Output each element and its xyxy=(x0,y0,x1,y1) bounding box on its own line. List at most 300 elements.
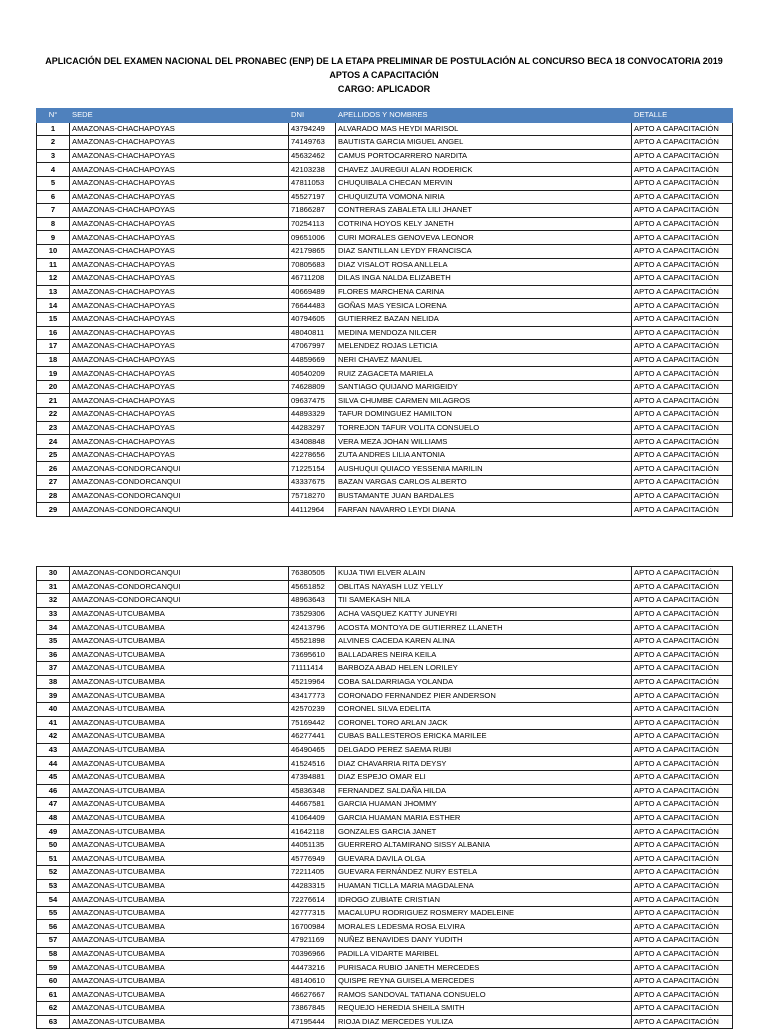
cell-sede: AMAZONAS-UTCUBAMBA xyxy=(70,906,289,920)
cell-numero: 19 xyxy=(37,367,70,381)
table-row xyxy=(37,920,733,934)
cell-nombres: DELGADO PEREZ SAEMA RUBI xyxy=(336,743,632,757)
cell-nombres: GARCIA HUAMAN MARIA ESTHER xyxy=(336,811,632,825)
cell-dni: 71225154 xyxy=(289,462,336,476)
cell-sede: AMAZONAS-CHACHAPOYAS xyxy=(70,231,289,245)
table-row xyxy=(37,394,733,408)
table-row xyxy=(37,285,733,299)
cell-numero: 50 xyxy=(37,838,70,852)
cell-numero: 53 xyxy=(37,879,70,893)
column-header-dni: DNI xyxy=(289,109,336,123)
cell-sede: AMAZONAS-UTCUBAMBA xyxy=(70,648,289,662)
cell-detalle: APTO A CAPACITACIÓN xyxy=(632,988,733,1002)
cell-dni: 43417773 xyxy=(289,689,336,703)
cell-numero: 5 xyxy=(37,176,70,190)
cell-nombres: FARFAN NAVARRO LEYDI DIANA xyxy=(336,503,632,517)
table-row xyxy=(37,675,733,689)
cell-nombres: REQUEJO HEREDIA SHEILA SMITH xyxy=(336,1002,632,1016)
cell-detalle: APTO A CAPACITACIÓN xyxy=(632,448,733,462)
cell-detalle: APTO A CAPACITACIÓN xyxy=(632,312,733,326)
cell-sede: AMAZONAS-CHACHAPOYAS xyxy=(70,435,289,449)
cell-sede: AMAZONAS-UTCUBAMBA xyxy=(70,784,289,798)
table-row xyxy=(37,176,733,190)
cell-detalle: APTO A CAPACITACIÓN xyxy=(632,580,733,594)
cell-numero: 56 xyxy=(37,920,70,934)
cell-numero: 14 xyxy=(37,299,70,313)
cell-detalle: APTO A CAPACITACIÓN xyxy=(632,784,733,798)
cell-detalle: APTO A CAPACITACIÓN xyxy=(632,258,733,272)
cell-nombres: FLORES MARCHENA CARINA xyxy=(336,285,632,299)
cell-nombres: BAUTISTA GARCIA MIGUEL ANGEL xyxy=(336,136,632,150)
cell-detalle: APTO A CAPACITACIÓN xyxy=(632,176,733,190)
cell-dni: 41642118 xyxy=(289,825,336,839)
cell-numero: 31 xyxy=(37,580,70,594)
cell-nombres: CAMUS PORTOCARRERO NARDITA xyxy=(336,149,632,163)
cell-nombres: RUIZ ZAGACETA MARIELA xyxy=(336,367,632,381)
table-row xyxy=(37,244,733,258)
cell-dni: 48963643 xyxy=(289,594,336,608)
cell-numero: 36 xyxy=(37,648,70,662)
table-row xyxy=(37,934,733,948)
cell-sede: AMAZONAS-CHACHAPOYAS xyxy=(70,204,289,218)
cell-detalle: APTO A CAPACITACIÓN xyxy=(632,272,733,286)
table-row xyxy=(37,122,733,136)
cell-detalle: APTO A CAPACITACIÓN xyxy=(632,567,733,581)
table-row xyxy=(37,163,733,177)
cell-detalle: APTO A CAPACITACIÓN xyxy=(632,503,733,517)
cell-numero: 23 xyxy=(37,421,70,435)
cell-nombres: RIOJA DIAZ MERCEDES YULIZA xyxy=(336,1015,632,1029)
cell-detalle: APTO A CAPACITACIÓN xyxy=(632,190,733,204)
cell-dni: 46627667 xyxy=(289,988,336,1002)
cell-nombres: MACALUPU RODRIGUEZ ROSMERY MADELEINE xyxy=(336,906,632,920)
cell-detalle: APTO A CAPACITACIÓN xyxy=(632,285,733,299)
cell-sede: AMAZONAS-CONDORCANQUI xyxy=(70,580,289,594)
cell-numero: 30 xyxy=(37,567,70,581)
cell-nombres: DIAZ SANTILLAN LEYDY FRANCISCA xyxy=(336,244,632,258)
cell-sede: AMAZONAS-UTCUBAMBA xyxy=(70,879,289,893)
cell-nombres: PADILLA VIDARTE MARIBEL xyxy=(336,947,632,961)
cell-nombres: GUERRERO ALTAMIRANO SISSY ALBANIA xyxy=(336,838,632,852)
cell-sede: AMAZONAS-CONDORCANQUI xyxy=(70,594,289,608)
cell-numero: 51 xyxy=(37,852,70,866)
table-row xyxy=(37,702,733,716)
cell-sede: AMAZONAS-UTCUBAMBA xyxy=(70,852,289,866)
cell-detalle: APTO A CAPACITACIÓN xyxy=(632,974,733,988)
cell-numero: 61 xyxy=(37,988,70,1002)
table-row xyxy=(37,149,733,163)
cell-numero: 44 xyxy=(37,757,70,771)
cell-dni: 42179865 xyxy=(289,244,336,258)
cell-nombres: SANTIAGO QUIJANO MARIGEIDY xyxy=(336,380,632,394)
cell-numero: 57 xyxy=(37,934,70,948)
table-row xyxy=(37,231,733,245)
cell-detalle: APTO A CAPACITACIÓN xyxy=(632,906,733,920)
cell-detalle: APTO A CAPACITACIÓN xyxy=(632,244,733,258)
cell-nombres: ZUTA ANDRES LILIA ANTONIA xyxy=(336,448,632,462)
table-row xyxy=(37,476,733,490)
table-row xyxy=(37,634,733,648)
document-header xyxy=(0,54,768,96)
cell-numero: 33 xyxy=(37,607,70,621)
cell-numero: 34 xyxy=(37,621,70,635)
cell-sede: AMAZONAS-UTCUBAMBA xyxy=(70,634,289,648)
cell-numero: 41 xyxy=(37,716,70,730)
cell-numero: 13 xyxy=(37,285,70,299)
cell-detalle: APTO A CAPACITACIÓN xyxy=(632,662,733,676)
cell-detalle: APTO A CAPACITACIÓN xyxy=(632,730,733,744)
cell-nombres: KUJA TIWI ELVER ALAIN xyxy=(336,567,632,581)
cell-numero: 54 xyxy=(37,893,70,907)
cell-dni: 43337675 xyxy=(289,476,336,490)
cell-sede: AMAZONAS-UTCUBAMBA xyxy=(70,702,289,716)
table-row xyxy=(37,798,733,812)
document-title: APLICACIÓN DEL EXAMEN NACIONAL DEL PRONABEC (ENP) DE LA ETAPA PRELIMINAR DE POSTULACIÓN AL CONCURSO BECA 18 CONVOCATORIA 2019 xyxy=(45,56,723,66)
cell-numero: 58 xyxy=(37,947,70,961)
cell-sede: AMAZONAS-UTCUBAMBA xyxy=(70,947,289,961)
cell-sede: AMAZONAS-UTCUBAMBA xyxy=(70,825,289,839)
cell-sede: AMAZONAS-CHACHAPOYAS xyxy=(70,408,289,422)
cell-numero: 16 xyxy=(37,326,70,340)
cell-detalle: APTO A CAPACITACIÓN xyxy=(632,421,733,435)
cell-detalle: APTO A CAPACITACIÓN xyxy=(632,435,733,449)
cell-numero: 46 xyxy=(37,784,70,798)
cell-numero: 60 xyxy=(37,974,70,988)
cell-nombres: COBA SALDARRIAGA YOLANDA xyxy=(336,675,632,689)
cell-nombres: DIAZ VISALOT ROSA ANLLELA xyxy=(336,258,632,272)
cell-numero: 15 xyxy=(37,312,70,326)
cell-nombres: TORREJON TAFUR VOLITA CONSUELO xyxy=(336,421,632,435)
table-row xyxy=(37,136,733,150)
table-row xyxy=(37,580,733,594)
cell-sede: AMAZONAS-UTCUBAMBA xyxy=(70,838,289,852)
cell-sede: AMAZONAS-CHACHAPOYAS xyxy=(70,326,289,340)
cell-numero: 8 xyxy=(37,217,70,231)
cell-dni: 47394881 xyxy=(289,770,336,784)
cell-numero: 21 xyxy=(37,394,70,408)
cell-numero: 27 xyxy=(37,476,70,490)
cell-dni: 42413796 xyxy=(289,621,336,635)
cell-dni: 70805683 xyxy=(289,258,336,272)
table-row xyxy=(37,489,733,503)
cell-dni: 74628809 xyxy=(289,380,336,394)
cell-dni: 45632462 xyxy=(289,149,336,163)
cell-numero: 26 xyxy=(37,462,70,476)
table-row xyxy=(37,893,733,907)
table-row xyxy=(37,340,733,354)
cell-sede: AMAZONAS-CHACHAPOYAS xyxy=(70,285,289,299)
aptos-table-part-2 xyxy=(36,566,733,1029)
cell-dni: 44667581 xyxy=(289,798,336,812)
cell-dni: 44283297 xyxy=(289,421,336,435)
cell-sede: AMAZONAS-CHACHAPOYAS xyxy=(70,299,289,313)
cell-dni: 72211405 xyxy=(289,866,336,880)
cell-dni: 42278656 xyxy=(289,448,336,462)
cell-nombres: QUISPE REYNA GUISELA MERCEDES xyxy=(336,974,632,988)
table-row xyxy=(37,567,733,581)
cell-nombres: GUEVARA FERNÁNDEZ NURY ESTELA xyxy=(336,866,632,880)
cell-sede: AMAZONAS-CHACHAPOYAS xyxy=(70,448,289,462)
table-row xyxy=(37,299,733,313)
cell-numero: 9 xyxy=(37,231,70,245)
table-row xyxy=(37,621,733,635)
cell-numero: 32 xyxy=(37,594,70,608)
cell-numero: 49 xyxy=(37,825,70,839)
table-row xyxy=(37,838,733,852)
cell-numero: 63 xyxy=(37,1015,70,1029)
cell-nombres: GOÑAS MAS YESICA LORENA xyxy=(336,299,632,313)
cell-detalle: APTO A CAPACITACIÓN xyxy=(632,866,733,880)
cell-sede: AMAZONAS-UTCUBAMBA xyxy=(70,621,289,635)
cell-detalle: APTO A CAPACITACIÓN xyxy=(632,689,733,703)
cell-numero: 3 xyxy=(37,149,70,163)
cell-sede: AMAZONAS-CHACHAPOYAS xyxy=(70,258,289,272)
table-row xyxy=(37,866,733,880)
cell-dni: 45651852 xyxy=(289,580,336,594)
cell-detalle: APTO A CAPACITACIÓN xyxy=(632,920,733,934)
cell-detalle: APTO A CAPACITACIÓN xyxy=(632,204,733,218)
cell-dni: 70396966 xyxy=(289,947,336,961)
cell-nombres: CHUQUIZUTA VOMONA NIRIA xyxy=(336,190,632,204)
cell-dni: 42570239 xyxy=(289,702,336,716)
cell-dni: 76644483 xyxy=(289,299,336,313)
table-row xyxy=(37,353,733,367)
cell-sede: AMAZONAS-CONDORCANQUI xyxy=(70,503,289,517)
cell-nombres: BARBOZA ABAD HELEN LORILEY xyxy=(336,662,632,676)
cell-numero: 2 xyxy=(37,136,70,150)
cell-dni: 45521898 xyxy=(289,634,336,648)
cell-dni: 73867845 xyxy=(289,1002,336,1016)
cell-nombres: AUSHUQUI QUIACO YESSENIA MARILIN xyxy=(336,462,632,476)
cell-sede: AMAZONAS-UTCUBAMBA xyxy=(70,675,289,689)
cell-nombres: ACHA VASQUEZ KATTY JUNEYRI xyxy=(336,607,632,621)
cell-dni: 45219964 xyxy=(289,675,336,689)
cell-dni: 42777315 xyxy=(289,906,336,920)
cell-sede: AMAZONAS-CHACHAPOYAS xyxy=(70,136,289,150)
cell-sede: AMAZONAS-CONDORCANQUI xyxy=(70,476,289,490)
cell-detalle: APTO A CAPACITACIÓN xyxy=(632,838,733,852)
table-row xyxy=(37,204,733,218)
column-header-nombres: APELLIDOS Y NOMBRES xyxy=(336,109,632,123)
table-row xyxy=(37,648,733,662)
table-row xyxy=(37,947,733,961)
cell-dni: 44893329 xyxy=(289,408,336,422)
cell-nombres: NUÑEZ BENAVIDES DANY YUDITH xyxy=(336,934,632,948)
cell-dni: 46490465 xyxy=(289,743,336,757)
cell-numero: 24 xyxy=(37,435,70,449)
cell-dni: 43794249 xyxy=(289,122,336,136)
cell-dni: 75718270 xyxy=(289,489,336,503)
cell-detalle: APTO A CAPACITACIÓN xyxy=(632,380,733,394)
cell-numero: 59 xyxy=(37,961,70,975)
cell-nombres: MELENDEZ ROJAS LETICIA xyxy=(336,340,632,354)
cell-sede: AMAZONAS-UTCUBAMBA xyxy=(70,716,289,730)
cell-sede: AMAZONAS-UTCUBAMBA xyxy=(70,974,289,988)
cell-nombres: SILVA CHUMBE CARMEN MILAGROS xyxy=(336,394,632,408)
cell-sede: AMAZONAS-UTCUBAMBA xyxy=(70,607,289,621)
cell-numero: 47 xyxy=(37,798,70,812)
cell-nombres: CHUQUIBALA CHECAN MERVIN xyxy=(336,176,632,190)
cell-nombres: CUBAS BALLESTEROS ERICKA MARILEE xyxy=(336,730,632,744)
cell-dni: 45836348 xyxy=(289,784,336,798)
table-row xyxy=(37,408,733,422)
cell-dni: 45527197 xyxy=(289,190,336,204)
cell-detalle: APTO A CAPACITACIÓN xyxy=(632,675,733,689)
table-row xyxy=(37,961,733,975)
cell-dni: 40540209 xyxy=(289,367,336,381)
table-row xyxy=(37,988,733,1002)
column-header-detalle: DETALLE xyxy=(632,109,733,123)
cell-numero: 55 xyxy=(37,906,70,920)
cell-sede: AMAZONAS-UTCUBAMBA xyxy=(70,920,289,934)
table-row xyxy=(37,730,733,744)
cell-sede: AMAZONAS-CHACHAPOYAS xyxy=(70,421,289,435)
cell-sede: AMAZONAS-CONDORCANQUI xyxy=(70,567,289,581)
cell-dni: 09651006 xyxy=(289,231,336,245)
cell-detalle: APTO A CAPACITACIÓN xyxy=(632,1015,733,1029)
cell-dni: 44473216 xyxy=(289,961,336,975)
cell-sede: AMAZONAS-UTCUBAMBA xyxy=(70,770,289,784)
cell-nombres: IDROGO ZUBIATE CRISTIAN xyxy=(336,893,632,907)
cell-numero: 17 xyxy=(37,340,70,354)
table-row xyxy=(37,852,733,866)
cell-nombres: GONZALES GARCIA JANET xyxy=(336,825,632,839)
cell-sede: AMAZONAS-UTCUBAMBA xyxy=(70,988,289,1002)
cell-nombres: CONTRERAS ZABALETA LILI JHANET xyxy=(336,204,632,218)
table-row xyxy=(37,326,733,340)
table-row xyxy=(37,757,733,771)
cell-detalle: APTO A CAPACITACIÓN xyxy=(632,947,733,961)
cell-sede: AMAZONAS-UTCUBAMBA xyxy=(70,662,289,676)
aptos-table-part-1 xyxy=(36,108,733,517)
cell-numero: 52 xyxy=(37,866,70,880)
cell-nombres: DIAZ CHAVARRIA RITA DEYSY xyxy=(336,757,632,771)
table-row xyxy=(37,974,733,988)
cell-detalle: APTO A CAPACITACIÓN xyxy=(632,648,733,662)
cell-detalle: APTO A CAPACITACIÓN xyxy=(632,476,733,490)
table-row xyxy=(37,217,733,231)
cell-nombres: VERA MEZA JOHAN WILLIAMS xyxy=(336,435,632,449)
cell-detalle: APTO A CAPACITACIÓN xyxy=(632,770,733,784)
cell-sede: AMAZONAS-CHACHAPOYAS xyxy=(70,340,289,354)
cell-nombres: COTRINA HOYOS KELY JANETH xyxy=(336,217,632,231)
cell-detalle: APTO A CAPACITACIÓN xyxy=(632,408,733,422)
cell-sede: AMAZONAS-UTCUBAMBA xyxy=(70,757,289,771)
cell-nombres: GUTIERREZ BAZAN NELIDA xyxy=(336,312,632,326)
cell-detalle: APTO A CAPACITACIÓN xyxy=(632,326,733,340)
cell-detalle: APTO A CAPACITACIÓN xyxy=(632,634,733,648)
table-row xyxy=(37,272,733,286)
table-row xyxy=(37,503,733,517)
cell-sede: AMAZONAS-CHACHAPOYAS xyxy=(70,190,289,204)
cell-sede: AMAZONAS-CHACHAPOYAS xyxy=(70,122,289,136)
cell-numero: 20 xyxy=(37,380,70,394)
table-header-row xyxy=(37,109,733,123)
cell-nombres: TAFUR DOMINGUEZ HAMILTON xyxy=(336,408,632,422)
cell-sede: AMAZONAS-CHACHAPOYAS xyxy=(70,380,289,394)
table-row xyxy=(37,435,733,449)
cell-dni: 44051135 xyxy=(289,838,336,852)
cell-dni: 16700984 xyxy=(289,920,336,934)
cell-nombres: CORONEL TORO ARLAN JACK xyxy=(336,716,632,730)
cell-numero: 1 xyxy=(37,122,70,136)
cell-numero: 18 xyxy=(37,353,70,367)
cell-sede: AMAZONAS-UTCUBAMBA xyxy=(70,1015,289,1029)
cell-sede: AMAZONAS-CONDORCANQUI xyxy=(70,462,289,476)
cell-nombres: RAMOS SANDOVAL TATIANA CONSUELO xyxy=(336,988,632,1002)
document-cargo: CARGO: APLICADOR xyxy=(337,84,431,94)
cell-numero: 11 xyxy=(37,258,70,272)
cell-dni: 41064409 xyxy=(289,811,336,825)
cell-numero: 35 xyxy=(37,634,70,648)
cell-numero: 37 xyxy=(37,662,70,676)
cell-detalle: APTO A CAPACITACIÓN xyxy=(632,893,733,907)
cell-detalle: APTO A CAPACITACIÓN xyxy=(632,934,733,948)
cell-dni: 71866287 xyxy=(289,204,336,218)
table-row xyxy=(37,906,733,920)
cell-nombres: BALLADARES NEIRA KEILA xyxy=(336,648,632,662)
cell-sede: AMAZONAS-UTCUBAMBA xyxy=(70,1002,289,1016)
cell-nombres: PURISACA RUBIO JANETH MERCEDES xyxy=(336,961,632,975)
cell-nombres: ALVINES CACEDA KAREN ALINA xyxy=(336,634,632,648)
table-row xyxy=(37,784,733,798)
cell-sede: AMAZONAS-UTCUBAMBA xyxy=(70,961,289,975)
cell-dni: 48040811 xyxy=(289,326,336,340)
cell-detalle: APTO A CAPACITACIÓN xyxy=(632,879,733,893)
cell-detalle: APTO A CAPACITACIÓN xyxy=(632,122,733,136)
cell-detalle: APTO A CAPACITACIÓN xyxy=(632,798,733,812)
cell-nombres: CORONADO FERNANDEZ PIER ANDERSON xyxy=(336,689,632,703)
cell-nombres: TII SAMEKASH NILA xyxy=(336,594,632,608)
cell-numero: 43 xyxy=(37,743,70,757)
cell-detalle: APTO A CAPACITACIÓN xyxy=(632,394,733,408)
cell-sede: AMAZONAS-CHACHAPOYAS xyxy=(70,353,289,367)
table-row xyxy=(37,367,733,381)
cell-sede: AMAZONAS-CHACHAPOYAS xyxy=(70,272,289,286)
cell-detalle: APTO A CAPACITACIÓN xyxy=(632,607,733,621)
cell-nombres: CURI MORALES GENOVEVA LEONOR xyxy=(336,231,632,245)
cell-nombres: MEDINA MENDOZA NILCER xyxy=(336,326,632,340)
column-header-numero: N° xyxy=(37,109,70,123)
cell-nombres: BAZAN VARGAS CARLOS ALBERTO xyxy=(336,476,632,490)
cell-dni: 47921169 xyxy=(289,934,336,948)
cell-detalle: APTO A CAPACITACIÓN xyxy=(632,353,733,367)
cell-nombres: CORONEL SILVA EDELITA xyxy=(336,702,632,716)
cell-dni: 42103238 xyxy=(289,163,336,177)
cell-numero: 38 xyxy=(37,675,70,689)
cell-sede: AMAZONAS-UTCUBAMBA xyxy=(70,730,289,744)
cell-detalle: APTO A CAPACITACIÓN xyxy=(632,231,733,245)
cell-detalle: APTO A CAPACITACIÓN xyxy=(632,825,733,839)
cell-numero: 25 xyxy=(37,448,70,462)
cell-detalle: APTO A CAPACITACIÓN xyxy=(632,149,733,163)
cell-detalle: APTO A CAPACITACIÓN xyxy=(632,462,733,476)
cell-dni: 41524516 xyxy=(289,757,336,771)
cell-numero: 40 xyxy=(37,702,70,716)
cell-numero: 42 xyxy=(37,730,70,744)
cell-detalle: APTO A CAPACITACIÓN xyxy=(632,1002,733,1016)
cell-detalle: APTO A CAPACITACIÓN xyxy=(632,594,733,608)
table-row xyxy=(37,770,733,784)
table-row xyxy=(37,1015,733,1029)
table-row xyxy=(37,662,733,676)
cell-detalle: APTO A CAPACITACIÓN xyxy=(632,852,733,866)
cell-nombres: NERI CHAVEZ MANUEL xyxy=(336,353,632,367)
cell-nombres: ALVARADO MAS HEYDI MARISOL xyxy=(336,122,632,136)
cell-nombres: CHAVEZ JAUREGUI ALAN RODERICK xyxy=(336,163,632,177)
cell-sede: AMAZONAS-UTCUBAMBA xyxy=(70,689,289,703)
cell-nombres: BUSTAMANTE JUAN BARDALES xyxy=(336,489,632,503)
